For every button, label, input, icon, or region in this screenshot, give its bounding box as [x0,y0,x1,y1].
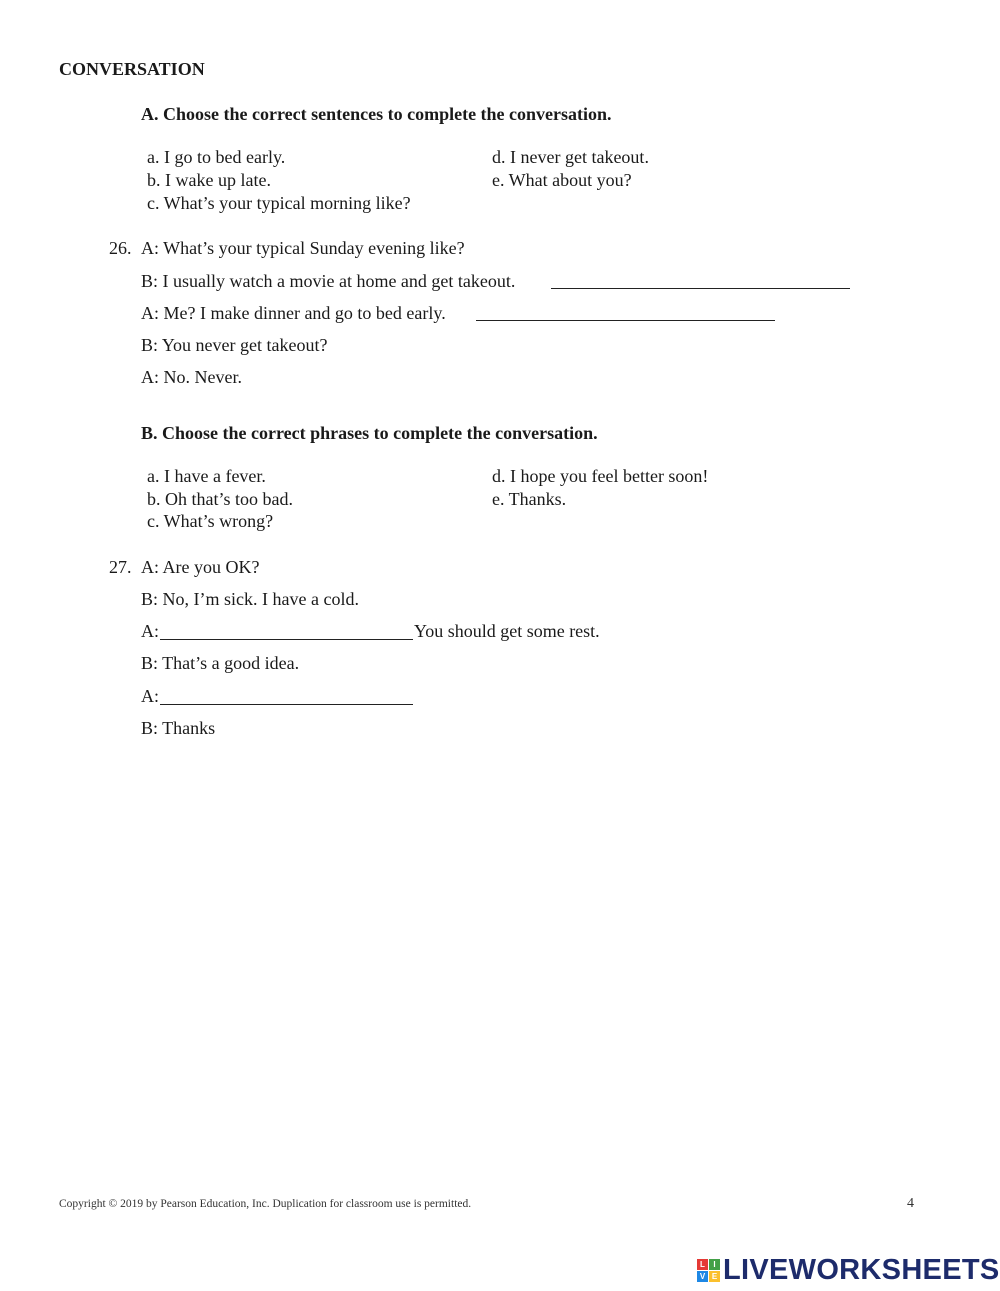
dialogue-line: A: No. Never. [141,367,242,387]
answer-blank[interactable] [160,639,413,640]
dialogue-line: A: Are you OK? [141,557,260,577]
dialogue-line: You should get some rest. [414,621,600,641]
option-c: c. What’s wrong? [147,511,274,531]
dialogue-line: B: Thanks [141,718,216,738]
section-a-instruction: A. Choose the correct sentences to complete the conversation. [141,104,612,124]
page-title: CONVERSATION [59,59,205,79]
page-number: 4 [907,1196,914,1211]
dialogue-line: A: What’s your typical Sunday evening like? [141,238,465,258]
option-d: d. I hope you feel better soon! [492,466,709,486]
logo-letter: E [709,1271,720,1282]
option-d: d. I never get takeout. [492,147,649,167]
answer-blank[interactable] [160,704,413,705]
logo-letter: V [697,1271,708,1282]
copyright-notice: Copyright © 2019 by Pearson Education, Inc. Duplication for classroom use is permitted. [59,1198,472,1210]
option-a: a. I go to bed early. [147,147,286,167]
dialogue-line: B: You never get takeout? [141,335,328,355]
dialogue-speaker: A: [141,621,159,641]
logo-text: LIVEWORKSHEETS [723,1254,1000,1286]
option-a: a. I have a fever. [147,466,266,486]
dialogue-line: B: That’s a good idea. [141,653,300,673]
answer-blank[interactable] [551,288,850,289]
dialogue-line: B: I usually watch a movie at home and get takeout. [141,271,516,291]
logo-letter: I [709,1259,720,1270]
dialogue-line: B: No, I’m sick. I have a cold. [141,589,359,609]
option-b: b. Oh that’s too bad. [147,489,293,509]
question-number: 27. [109,557,132,577]
option-c: c. What’s your typical morning like? [147,193,411,213]
logo-letter: L [697,1259,708,1270]
option-e: e. Thanks. [492,489,567,509]
section-b-instruction: B. Choose the correct phrases to complete the conversation. [141,423,598,443]
liveworksheets-logo[interactable] [697,1254,1000,1287]
answer-blank[interactable] [476,320,775,321]
logo-mark-icon [697,1259,720,1282]
dialogue-line: A: Me? I make dinner and go to bed early. [141,303,446,323]
dialogue-speaker: A: [141,686,159,706]
option-e: e. What about you? [492,170,632,190]
question-number: 26. [109,238,132,258]
option-b: b. I wake up late. [147,170,271,190]
